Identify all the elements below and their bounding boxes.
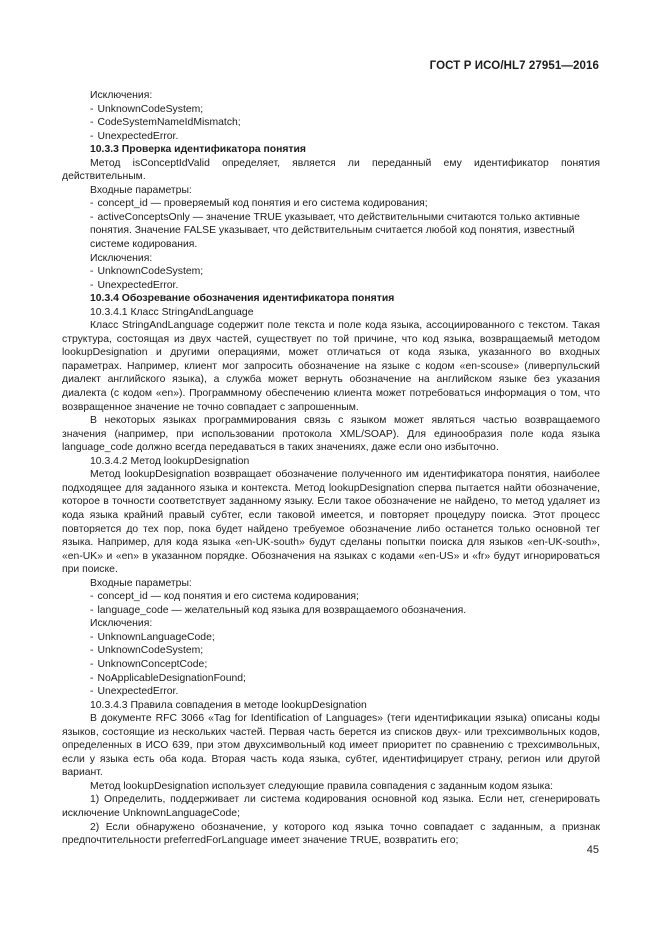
list-item-text: UnknownCodeSystem; [97, 103, 204, 115]
section-heading: 10.3.3 Проверка идентификатора понятия [90, 144, 306, 156]
list-item-text: activeConceptsOnly — значение TRUE указывает, что действительными считаются только активные понятия. Значение FALSE указывает, что действительным считается любой код понятия, известный системе кодирования. [90, 211, 580, 251]
list-item [62, 672, 600, 686]
list-item [62, 265, 600, 279]
paragraph: Метод lookupDesignation возвращает обозначение полученного им идентификатора понятия, наиболее подходящее для заданного языка и контекста. Метод lookupDesignation сперва пытается найти обозначение, которое в точности соответствует заданному языку. Если такое обозначение не найдено, то метод удаляет из кода языка крайний правый субтег, если таковой имеется, и повторяет процедуру поиска. Этот процесс повторяется до тех пор, пока будет найдено требуемое обозначение либо останется только основной тег языка. Например, для кода языка «en-UK-south» будут сделаны попытки поиска для языков «en-UK-south», «en-UK» и «en» в указанном порядке. Обозначения на языках с кодами «en-US» и «fr» будут игнорироваться при поиске. [62, 469, 600, 576]
list-item-text: UnexpectedError. [97, 686, 179, 698]
list-dash: - [90, 130, 94, 142]
list-dash: - [90, 686, 94, 698]
section-heading: 10.3.4 Обозревание обозначения идентификатора понятия [90, 293, 395, 305]
list-item-text: UnknownConceptCode; [97, 658, 208, 670]
list-item [62, 685, 600, 699]
list-dash: - [90, 279, 94, 291]
list-dash: - [90, 211, 94, 223]
list-item [62, 604, 600, 618]
list-item-text: UnexpectedError. [97, 130, 179, 142]
list-dash: - [90, 117, 94, 129]
paragraph: 10.3.4.3 Правила совпадения в методе lookupDesignation [90, 699, 367, 711]
list-item [62, 644, 600, 658]
list-item [62, 130, 600, 144]
list-dash: - [90, 631, 94, 643]
paragraph: Метод lookupDesignation использует следующие правила совпадения с заданным кодом языка: [90, 780, 554, 792]
list-dash: - [90, 103, 94, 115]
list-item [62, 197, 600, 211]
paragraph: Исключения: [90, 618, 153, 630]
paragraph: Исключения: [90, 252, 153, 264]
list-item [62, 658, 600, 672]
list-item-text: NoApplicableDesignationFound; [97, 672, 246, 684]
list-dash: - [90, 198, 94, 210]
list-item-text: concept_id — проверяемый код понятия и его система кодирования; [97, 198, 428, 210]
list-item-text: UnknownLanguageCode; [97, 631, 215, 643]
paragraph: Исключения: [90, 90, 153, 101]
list-item-text: UnknownCodeSystem; [97, 266, 204, 278]
paragraph: 2) Если обнаружено обозначение, у которого код языка точно совпадает с заданным, а признак предпочтительности preferredForLanguage имеет значение TRUE, возвратить его; [62, 821, 600, 847]
paragraph: 10.3.4.1 Класс StringAndLanguage [90, 306, 254, 318]
list-item [62, 590, 600, 604]
list-dash: - [90, 658, 94, 670]
paragraph: Метод isConceptIdValid определяет, является ли переданный ему идентификатор понятия действительным. [62, 157, 600, 183]
paragraph: 1) Определить, поддерживает ли система кодирования основной код языка. Если нет, сгенерировать исключение UnknownLanguageCode; [62, 794, 600, 819]
list-item-text: UnknownCodeSystem; [97, 645, 204, 657]
list-item [62, 103, 600, 117]
list-item-text: UnexpectedError. [97, 279, 179, 291]
page-number: 45 [586, 844, 599, 856]
list-item [62, 279, 600, 293]
list-dash: - [90, 645, 94, 657]
paragraph: В некоторых языках программирования связь с языком может являться частью возвращаемого значения (например, при использовании протокола XML/SOAP). Для единообразия поле кода языка language_code должно всегда передаваться в таких значениях, даже если оно избыточно. [62, 415, 600, 454]
list-dash: - [90, 604, 94, 616]
list-item [62, 631, 600, 645]
document-body [62, 89, 600, 848]
list-item-text: language_code — желательный код языка для возвращаемого обозначения. [97, 604, 467, 616]
paragraph: 10.3.4.2 Метод lookupDesignation [90, 455, 250, 467]
list-item-text: CodeSystemNameIdMismatch; [97, 117, 241, 129]
list-item [62, 211, 600, 252]
paragraph: Класс StringAndLanguage содержит поле текста и поле кода языка, ассоциированного с текстом. Такая структура, состоящая из двух частей, существует по той причине, что код языка, возвращаемый методом lookupDesignation и другими операциями, может отличаться от кода языка, указанного во входных параметрах. Например, клиент мог запросить обозначение на языке с кодом «en-scouse» (ливерпульский диалект английского языка), а служба может вернуть обозначение на английском языке без указания диалекта (с кодом «en»). Программному обеспечению клиента может потребоваться информация о том, что возвращенное значение не точно совпадает с запрошенным. [62, 320, 600, 413]
list-item [62, 116, 600, 130]
standard-header: ГОСТ Р ИСО/HL7 27951—2016 [429, 60, 599, 72]
paragraph: В документе RFC 3066 «Tag for Identification of Languages» (теги идентификации языка) описаны коды языков, состоящие из нескольких частей. Первая часть берется из списков двух- или трехсимвольных кодов, определенных в ИСО 639, при этом двухсимвольный код имеет приоритет по сравнению с трехсимвольных, если у языка есть оба кода. Вторая часть кода языка, субтег, идентифицирует страну, регион или другой вариант. [62, 713, 600, 779]
list-item-text: concept_id — код понятия и его система кодирования; [97, 591, 359, 603]
paragraph: Входные параметры: [90, 577, 192, 589]
list-dash: - [90, 672, 94, 684]
paragraph: Входные параметры: [90, 184, 192, 196]
list-dash: - [90, 591, 94, 603]
list-dash: - [90, 266, 94, 278]
